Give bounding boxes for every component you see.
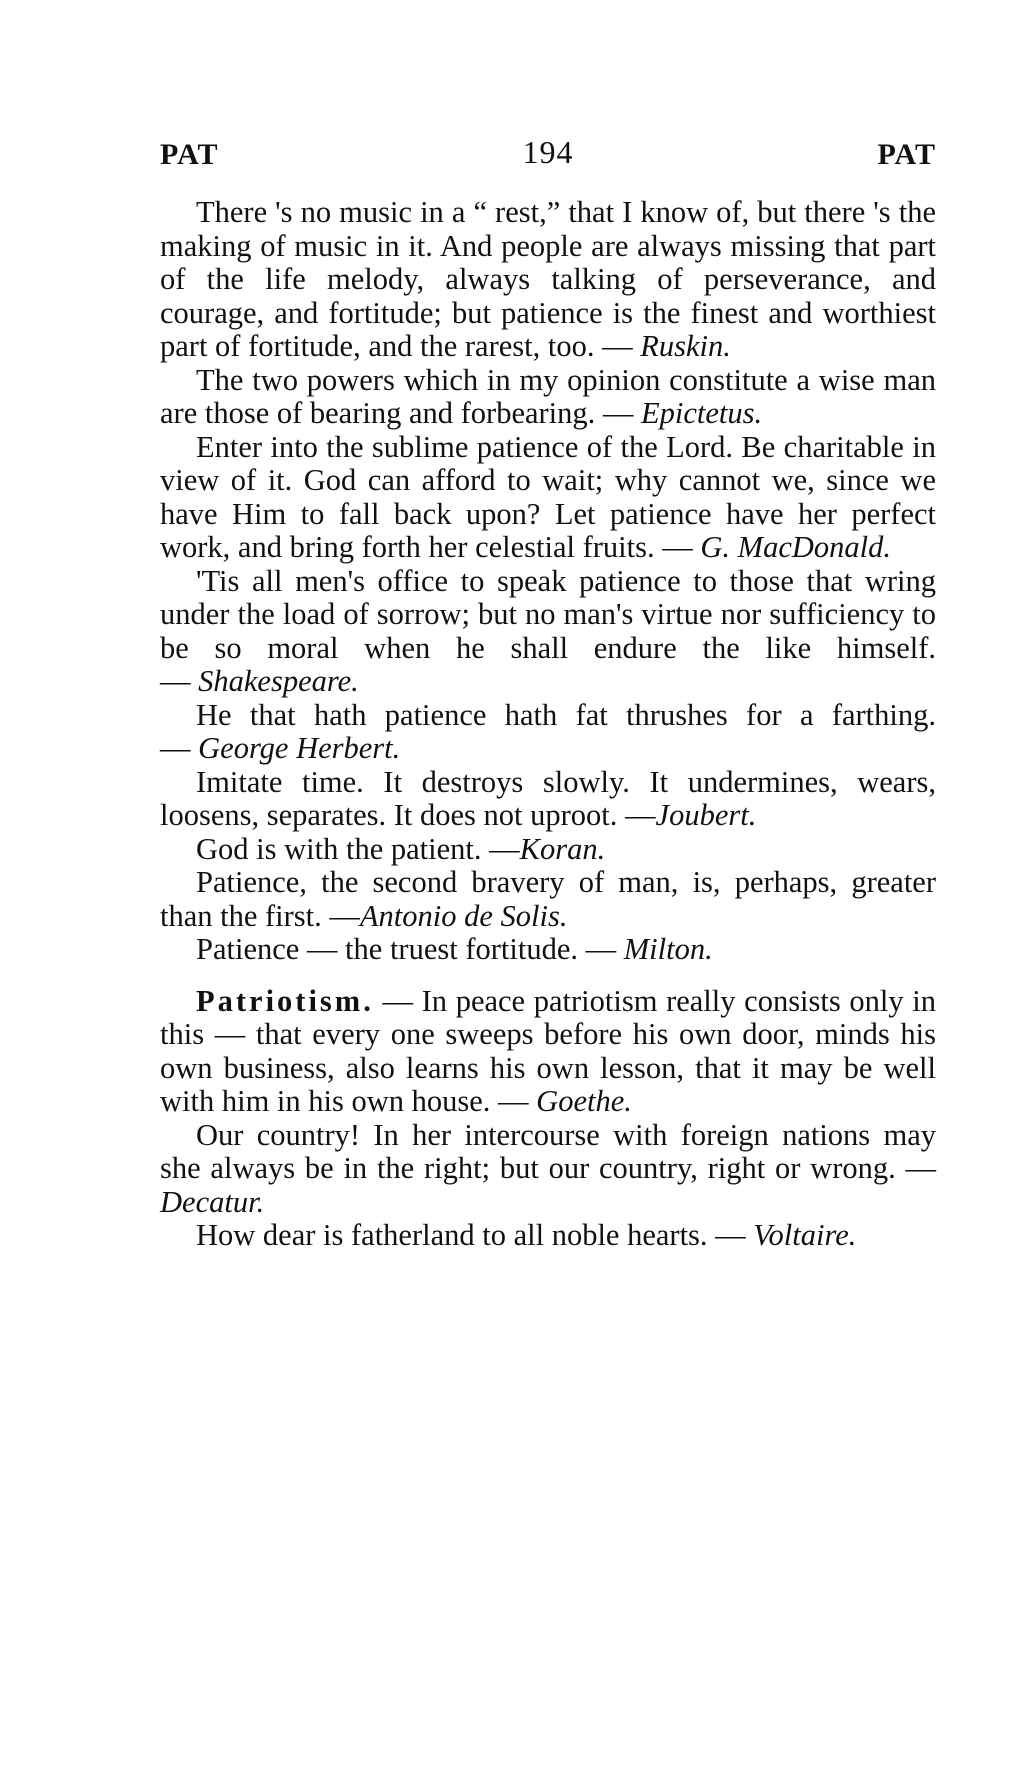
quotation-text: Patience, the second bravery of man, is, perhaps, greater than the first. [160, 865, 936, 933]
attribution-dash: — [707, 1218, 754, 1252]
quotation-text: God is with the patient. [196, 831, 482, 866]
quotation-entry [160, 933, 936, 967]
quotation-author: George Herbert. [198, 731, 401, 765]
quotation-text: 'Tis all men's office to speak patience to those that wring under the load of sorrow; but no man's virtue nor sufficiency to be so moral when he shall endure the like himself. [160, 563, 936, 665]
attribution-dash: — [654, 530, 701, 564]
quotation-entry [160, 1119, 936, 1220]
quotation-entry [160, 431, 936, 565]
quotation-author: Antonio de Solis. [359, 898, 568, 933]
attribution-dash: — [895, 1151, 937, 1185]
quotation-author: Goethe. [536, 1084, 632, 1118]
quotation-text: Our country! In her intercourse with foreign nations may she always be in the right; but our country, right or wrong. [160, 1117, 936, 1185]
quotation-author: Joubert. [655, 798, 757, 832]
quotation-author: Koran. [519, 831, 606, 866]
attribution-dash: — [481, 831, 520, 866]
quotation-entry [160, 1219, 936, 1253]
quotations-body [160, 196, 936, 1253]
quotation-author: Decatur. [160, 1184, 265, 1219]
quotation-text: Patience — the truest fortitude. [196, 932, 578, 966]
quotation-entry [160, 364, 936, 431]
topic-entry-patriotism [160, 985, 936, 1119]
header-right-guide-word: PAT [877, 138, 936, 171]
quotation-author: G. MacDonald. [700, 530, 891, 564]
header-left-guide-word: PAT [160, 138, 219, 171]
quotation-author: Ruskin. [640, 329, 731, 363]
quotation-entry [160, 866, 936, 933]
attribution-dash: — [595, 396, 642, 430]
quotation-text: How dear is fatherland to all noble hearts. [196, 1218, 708, 1252]
page-number: 194 [522, 134, 574, 170]
quotation-text: The two powers which in my opinion constitute a wise man are those of bearing and forbearing. [160, 362, 936, 430]
topic-dash: — [373, 983, 422, 1018]
quotation-text: In peace patriotism really consists only in this — that every one sweeps before his own door, minds his own business, also learns his own lesson, that it may be well with him in his own house. [160, 983, 936, 1118]
quotation-author: Shakespeare. [198, 664, 359, 698]
attribution-dash: — [160, 664, 199, 698]
quotation-text: Imitate time. It destroys slowly. It undermines, wears, loosens, separates. It does not uproot. [160, 764, 936, 832]
attribution-dash: — [490, 1084, 537, 1118]
quotation-author: Voltaire. [753, 1218, 857, 1252]
quotation-text: Enter into the sublime patience of the Lord. Be charitable in view of it. God can afford to wait; why cannot we, since we have Him to fall back upon? Let patience have her perfect work, and bring forth her celestial fruits. [160, 429, 936, 564]
quotation-entry [160, 766, 936, 833]
quotation-author: Milton. [623, 932, 713, 966]
running-header [160, 134, 936, 178]
attribution-dash: — [594, 329, 641, 363]
quotation-entry [160, 196, 936, 364]
quotation-entry [160, 699, 936, 766]
quotation-entry [160, 833, 936, 867]
quotation-text: He that hath patience hath fat thrushes for a farthing. [196, 697, 936, 732]
quotation-author: Epictetus. [641, 396, 763, 430]
attribution-dash: — [617, 798, 656, 832]
quotation-text: There 's no music in a “ rest,” that I know of, but there 's the making of music in it. And people are always missing that part of the life melody, always talking of perseverance, and courage, and fortitude; but patience is the finest and worthiest part of fortitude, and the rarest, too. [160, 195, 936, 363]
attribution-dash: — [577, 932, 624, 966]
attribution-dash: — [160, 731, 199, 765]
attribution-dash: — [321, 898, 360, 933]
topic-heading: Patriotism. [196, 983, 374, 1018]
quotation-entry [160, 565, 936, 699]
